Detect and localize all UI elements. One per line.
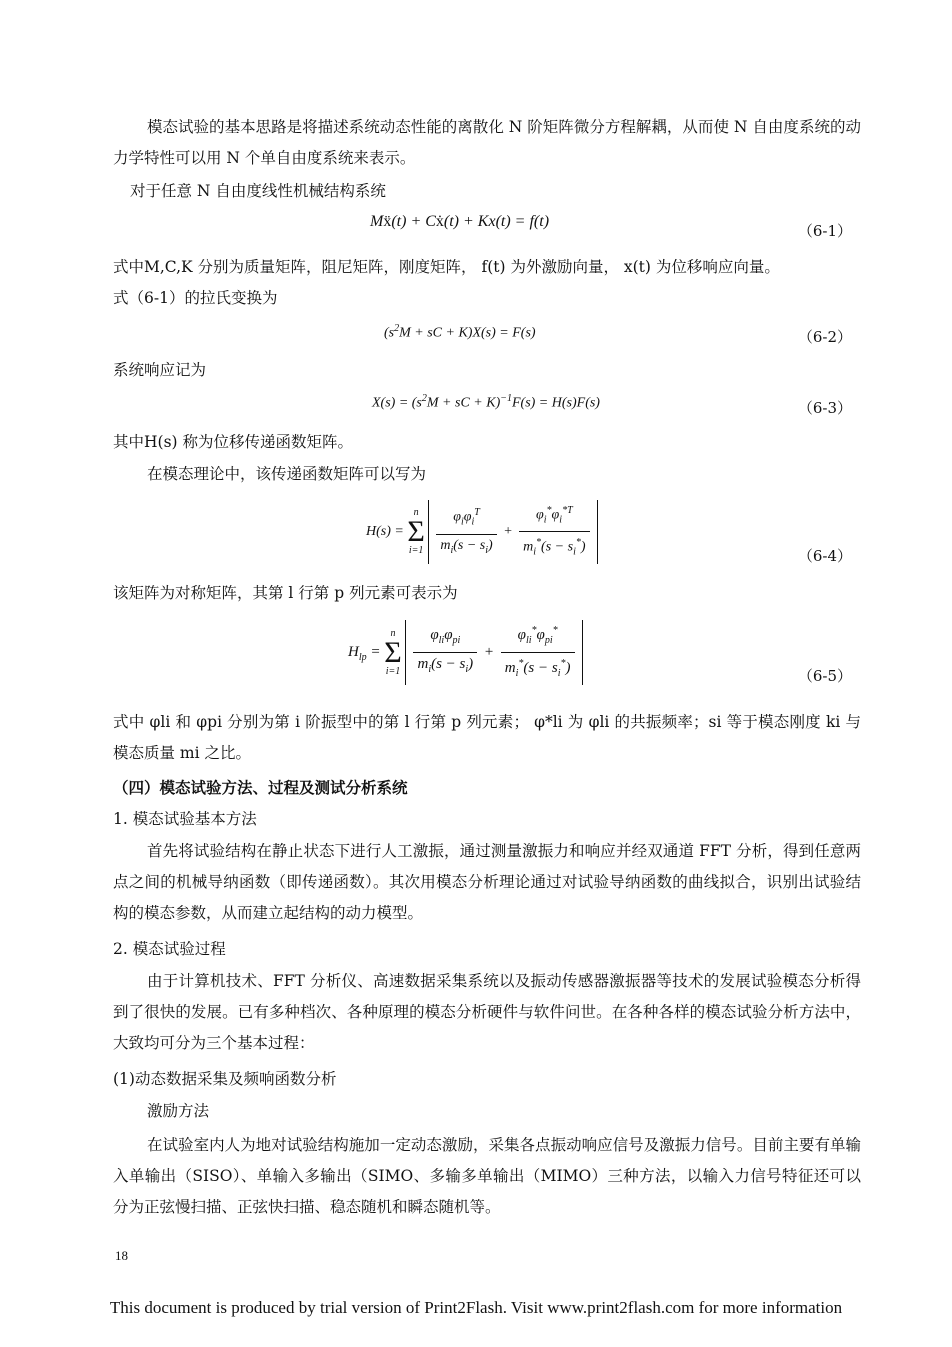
paragraph-intro: 模态试验的基本思路是将描述系统动态性能的离散化 N 阶矩阵微分方程解耦，从而使 N 自由度系统的动力学特性可以用 N 个单自由度系统来表示。 [113, 118, 861, 167]
paragraph-response: 系统响应记为 [113, 361, 207, 379]
paragraph-symbols: 式中 φli 和 φpi 分别为第 i 阶振型中的第 l 行第 p 列元素； φ*li 为 φli 的共振频率；si 等于模态刚度 ki 与模态质量 mi 之比。 [113, 713, 861, 762]
subheading-process: 2. 模态试验过程 [113, 940, 226, 958]
page-number: 18 [115, 1248, 128, 1263]
equation-label-6-1: （6-1） [797, 222, 852, 240]
equation-6-3: $X(s) = (s^2M$ + sC + K)$^{-1}$F(s) = H(s)F(s) [372, 393, 600, 411]
subheading-excitation: 激励方法 [147, 1102, 210, 1120]
paragraph-matrices: 式中M,C,K 分别为质量矩阵，阻尼矩阵，刚度矩阵， f(t) 为外激励向量， x(t) 为位移响应向量。 [113, 258, 780, 276]
equation-6-4: H(s) = n Σ i=1 $\frac{\varphi_i\varphi_i^T}{m_i(s - s_i)}$ + $\frac{\varphi_i^*\varphi_i^{*T}}{m_i^*(s - s_i^*)}$ [366, 500, 598, 564]
equation-6-5: $H_{lp}$ = n Σ i=1 $\frac{\varphi_{li}\varphi_{pi}}{m_i(s - s_i)}$ + $\frac{\varphi_{li}^*\varphi_{pi}^*}{m_i^*(s - s_i^*)}$ [348, 620, 583, 685]
subheading-basic-method: 1. 模态试验基本方法 [113, 810, 257, 828]
equation-label-6-4: （6-4） [797, 547, 852, 565]
paragraph-symmetric: 该矩阵为对称矩阵，其第 l 行第 p 列元素可表示为 [113, 584, 458, 602]
paragraph-excitation: 在试验室内人为地对试验结构施加一定动态激励，采集各点振动响应信号及激振力信号。目前主要有单输入单输出（SISO）、单输入多输出（SIMO、多输多单输出（MIMO）三种方法，以输入力信号特征还可以分为正弦慢扫描、正弦快扫描、稳态随机和瞬态随机等。 [113, 1136, 861, 1216]
paragraph-laplace: 式（6-1）的拉氏变换为 [113, 289, 278, 307]
section-heading-4: （四）模态试验方法、过程及测试分析系统 [113, 778, 408, 797]
paragraph-process: 由于计算机技术、FFT 分析仪、高速数据采集系统以及振动传感器激振器等技术的发展试验模态分析得到了很快的发展。已有多种档次、各种原理的模态分析硬件与软件问世。在各种各样的模态试验分析方法中，大致均可分为三个基本过程： [113, 972, 861, 1052]
equation-label-6-2: （6-2） [797, 328, 852, 346]
paragraph-basic-method: 首先将试验结构在静止状态下进行人工激振，通过测量激振力和响应并经双通道 FFT 分析，得到任意两点之间的机械导纳函数（即传递函数）。其次用模态分析理论通过对试验导纳函数的曲线拟合，识别出试验结构的模态参数，从而建立起结构的动力模型。 [113, 842, 861, 922]
subheading-data-acquisition: (1)动态数据采集及频响函数分析 [113, 1070, 337, 1088]
paragraph-transfer: 其中H(s) 称为位移传递函数矩阵。 [113, 433, 353, 451]
trial-watermark: This document is produced by trial version of Print2Flash. Visit www.print2flash.com for more information [109, 1298, 843, 1317]
equation-6-1: Mẍ(t) + Cẋ(t) + Kx(t) = f(t) [370, 213, 550, 230]
equation-label-6-5: （6-5） [797, 667, 852, 685]
equation-6-2: ($s^2M$ + sC + K)X(s) = F(s) [384, 323, 536, 341]
equation-label-6-3: （6-3） [797, 399, 852, 417]
paragraph-modal-theory: 在模态理论中，该传递函数矩阵可以写为 [147, 465, 427, 483]
paragraph-system: 对于任意 N 自由度线性机械结构系统 [130, 182, 386, 200]
